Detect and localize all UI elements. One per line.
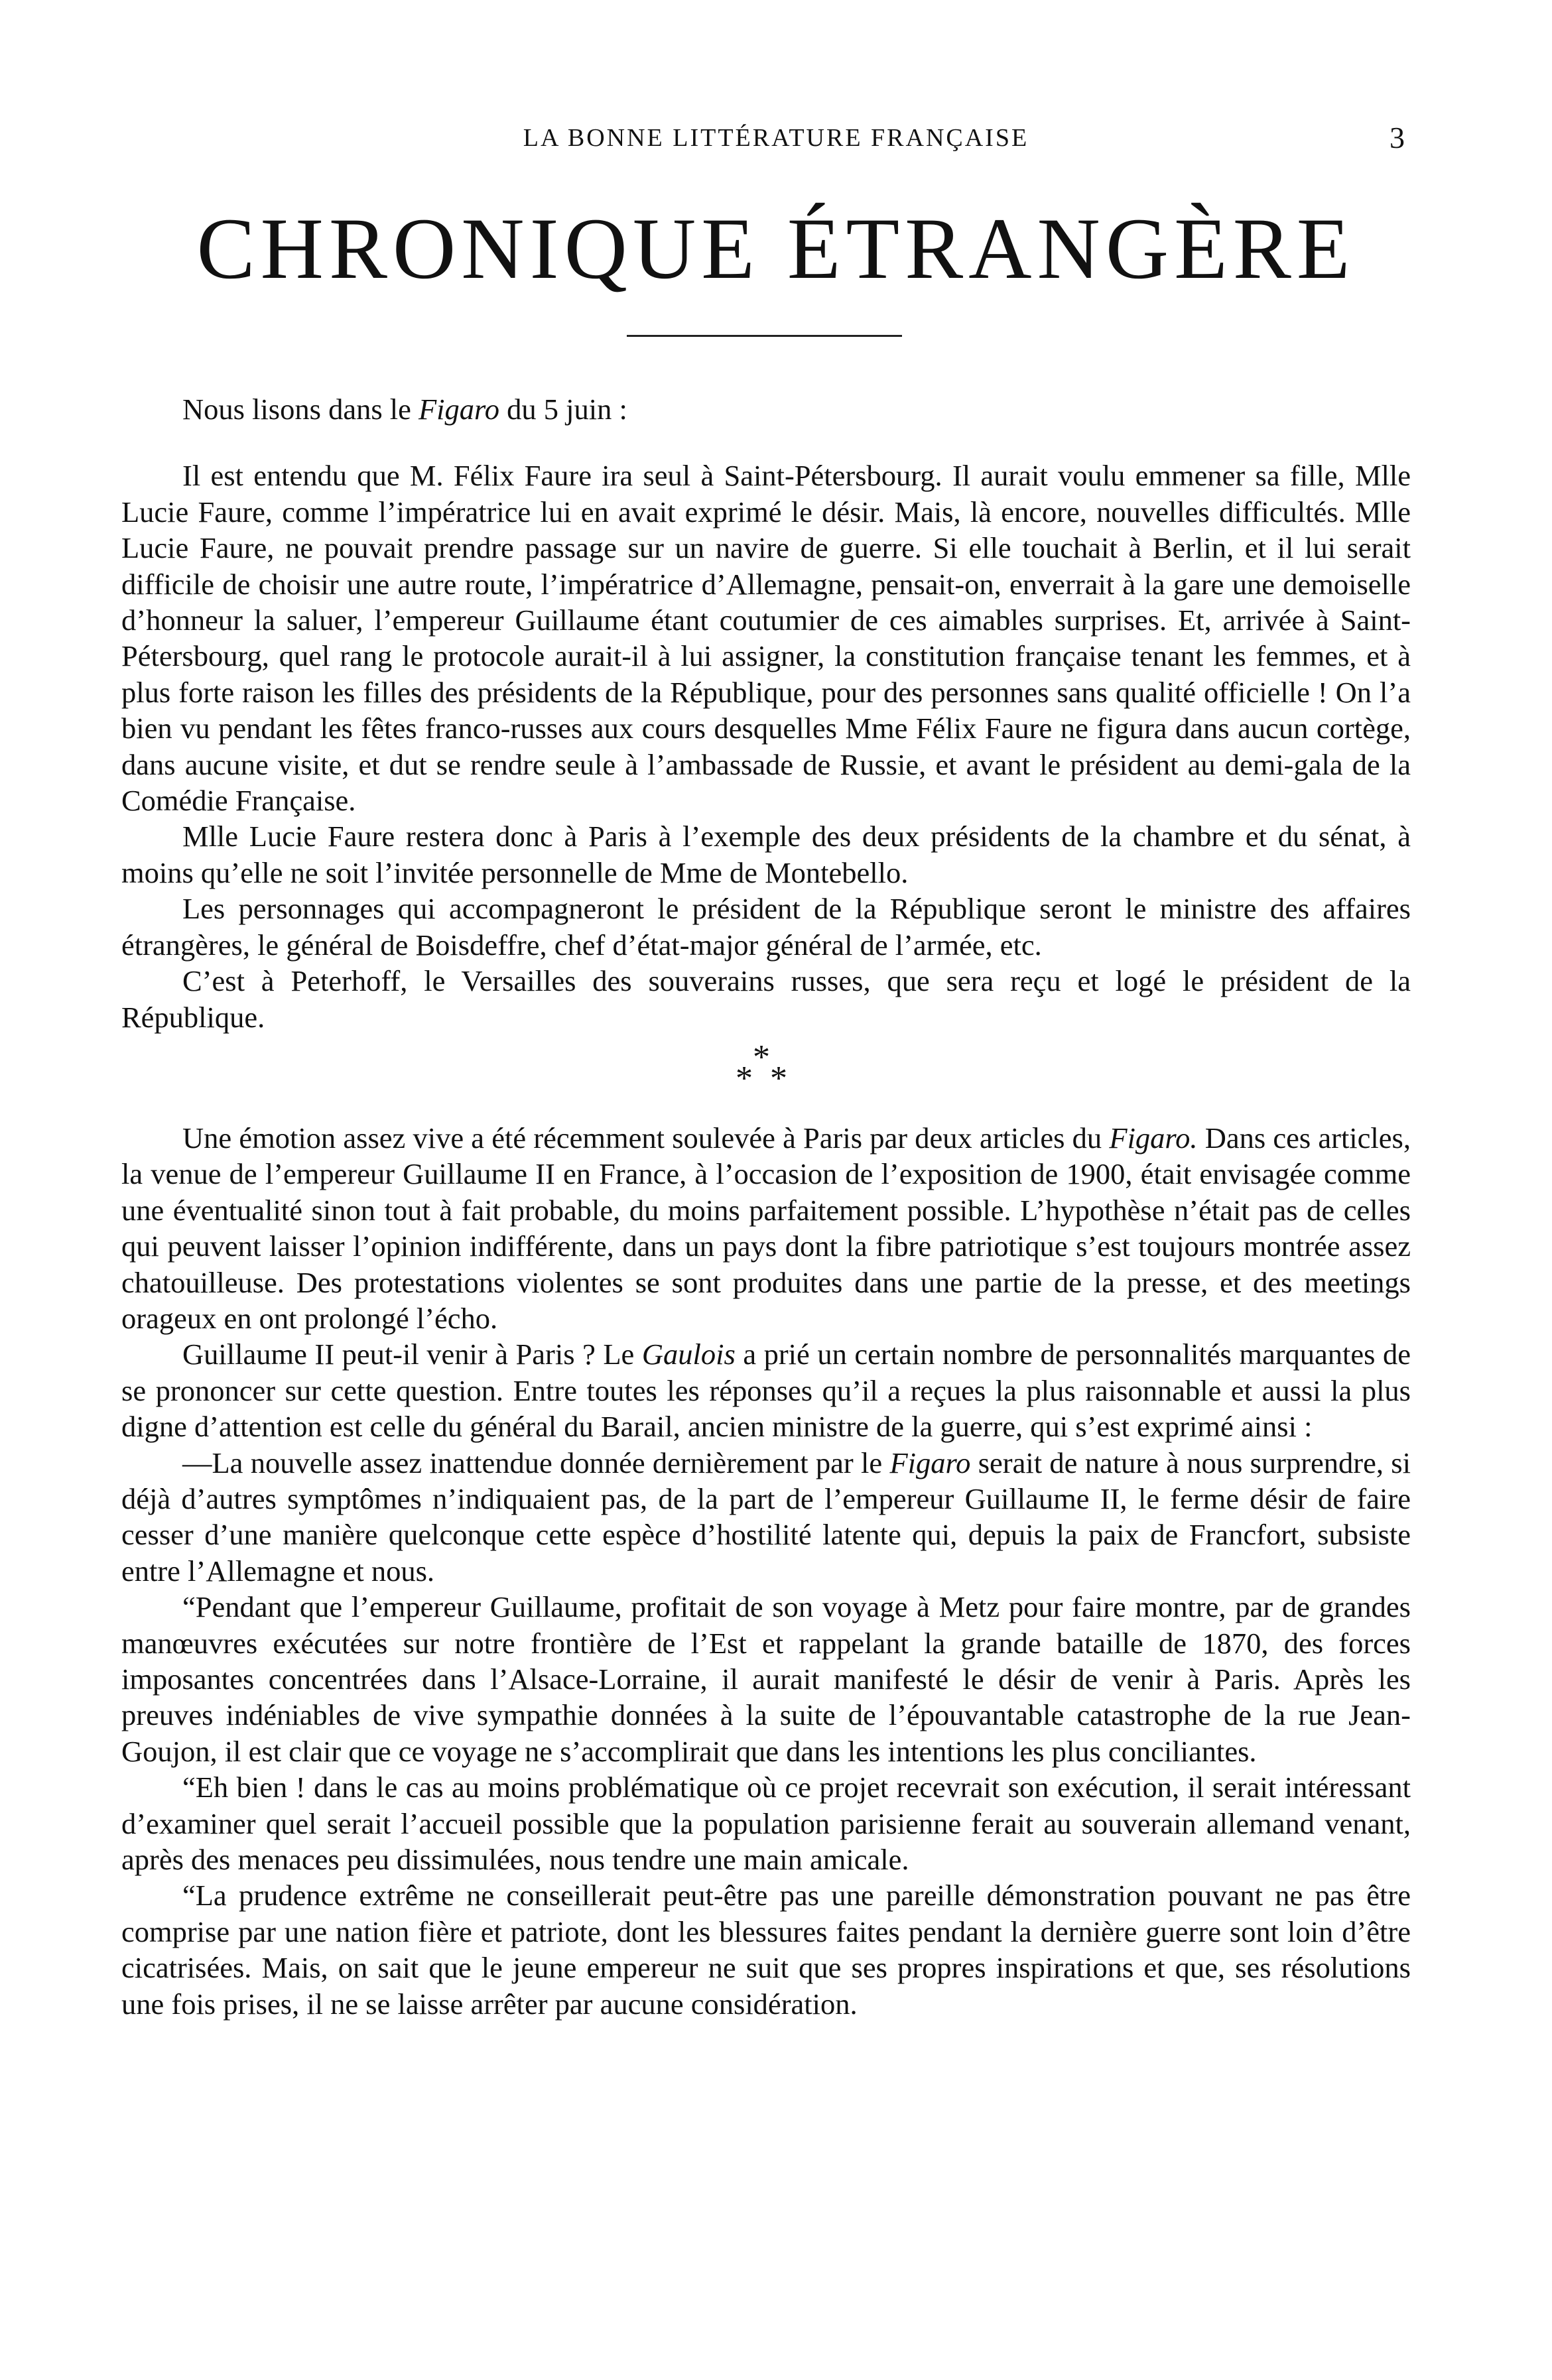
paragraph: Mlle Lucie Faure restera donc à Paris à l’exemple des deux présidents de la chambre et du sénat, à moins qu’elle ne soit l’invitée personnelle de Mme de Montebello. — [121, 820, 1411, 889]
paragraph: C’est à Peterhoff, le Versailles des souverains russes, que sera reçu et logé le président de la République. — [121, 964, 1411, 1034]
running-title: LA BONNE LITTÉRATURE FRANÇAISE — [523, 124, 1029, 152]
paragraph-text: Une émotion assez vive a été récemment soulevée à Paris par deux articles du — [182, 1121, 1110, 1155]
intro-paragraph — [121, 391, 1411, 427]
paragraph: Il est entendu que M. Félix Faure ira seul à Saint-Pétersbourg. Il aurait voulu emmener sa fille, Mlle Lucie Faure, comme l’impératrice lui en avait exprimé le désir. Mais, là encore, nouvelles difficultés. Mlle Lucie Faure, ne pouvait prendre passage sur un navire de guerre. Si elle touchait à Berlin, et il lui serait difficile de choisir une autre route, l’impératrice d’Allemagne, pensait-on, enverrait à la gare une demoiselle d’honneur la saluer, l’empereur Guillaume étant coutumier de ces aimables surprises. Et, arrivée à Saint-Pétersbourg, quel rang le protocole aurait-il à lui assigner, la constitution française tenant les femmes, et à plus forte raison les filles des présidents de la République, pour des personnes sans qualité officielle ! On l’a bien vu pendant les fêtes franco-russes aux cours desquelles Mme Félix Faure ne figura dans aucun cortège, dans aucune visite, et dut se rendre seule à l’ambassade de Russie, et avant le président au demi-gala de la Comédie Française. — [121, 459, 1411, 818]
intro-text: Nous lisons dans le — [182, 393, 419, 426]
paragraph: “La prudence extrême ne conseillerait peut-être pas une pareille démonstration pouvant ne pas être comprise par une nation fière et patriote, dont les blessures faites pendant la dernière guerre sont loin d’être cicatrisées. Mais, on sait que le jeune empereur ne suit que ses propres inspirations et que, ses résolutions une fois prises, il ne se laisse arrêter par aucune considération. — [121, 1879, 1411, 2021]
paragraph — [121, 1445, 1411, 1590]
paragraph-text: Dans ces articles, la venue de l’empereur Guillaume II en France, à l’occasion de l’exposition de 1900, était envisagée comme une éventualité sinon tout à fait probable, du moins parfaitement possible. L’hypothèse n’était pas de celles qui peuvent laisser l’opinion indifférente, dans un pays dont la fibre patriotique s’est toujours montrée assez chatouilleuse. Des protestations violentes se sont produites dans une partie de la presse, et des meetings orageux en ont prolongé l’écho. — [121, 1121, 1411, 1335]
paragraph-text: —La nouvelle assez inattendue donnée dernièrement par le — [182, 1446, 890, 1479]
paragraph — [121, 1336, 1411, 1444]
paragraph: Les personnages qui accompagneront le président de la République seront le ministre des affaires étrangères, le général de Boisdeffre, chef d’état-major général de l’armée, etc. — [121, 892, 1411, 962]
asterism-star: * — [770, 1059, 787, 1097]
paragraph: “Eh bien ! dans le cas au moins problématique où ce projet recevrait son exécution, il serait intéressant d’examiner quel serait l’accueil possible que la population parisienne ferait au souverain allemand venant, après des menaces peu dissimulées, nous tendre une main amicale. — [121, 1771, 1411, 1877]
asterism-star: * — [753, 1038, 770, 1076]
newspaper-title: Figaro — [419, 393, 499, 426]
paragraph-text: serait de nature à nous surprendre, si déjà d’autres symptômes n’indiquaient pas, de la part de l’empereur Guillaume II, le ferme désir de faire cesser d’une manière quelconque cette espèce d’hostilité latente qui, depuis la paix de Francfort, subsiste entre l’Allemagne et nous. — [121, 1446, 1411, 1588]
page-title: CHRONIQUE ÉTRANGÈRE — [196, 200, 1356, 297]
intro-text-end: du 5 juin : — [499, 393, 627, 426]
newspaper-title: Figaro. — [1109, 1121, 1198, 1155]
article-body — [121, 391, 1411, 2022]
paragraph — [121, 1120, 1411, 1336]
running-head — [0, 118, 1552, 158]
newspaper-title: Figaro — [889, 1446, 971, 1479]
title-rule — [627, 335, 902, 337]
paragraph-text: a prié un certain nombre de personnalités marquantes de se prononcer sur cette question. Entre toutes les réponses qu’il a reçues la plus raisonnable et aussi la plus digne d’attention est celle du général du Barail, ancien ministre de la guerre, qui s’est exprimé ainsi : — [121, 1338, 1411, 1444]
section-separator — [121, 1035, 1411, 1101]
paragraph: “Pendant que l’empereur Guillaume, profitait de son voyage à Metz pour faire montre, par de grandes manœuvres exécutées sur notre frontière de l’Est et rappelant la grande bataille de 1870, des forces imposantes concentrées dans l’Alsace-Lorraine, il aurait manifesté le désir de venir à Paris. Après les preuves indéniables de vive sympathie données à la suite de l’épouvantable catastrophe de la rue Jean-Goujon, il est clair que ce voyage ne s’accomplirait que dans les intentions les plus conciliantes. — [121, 1590, 1411, 1768]
asterism-star: * — [736, 1059, 753, 1097]
paragraph-text: Guillaume II peut-il venir à Paris ? Le — [182, 1338, 642, 1371]
page-number: 3 — [1390, 121, 1405, 155]
newspaper-title: Gaulois — [641, 1338, 736, 1371]
